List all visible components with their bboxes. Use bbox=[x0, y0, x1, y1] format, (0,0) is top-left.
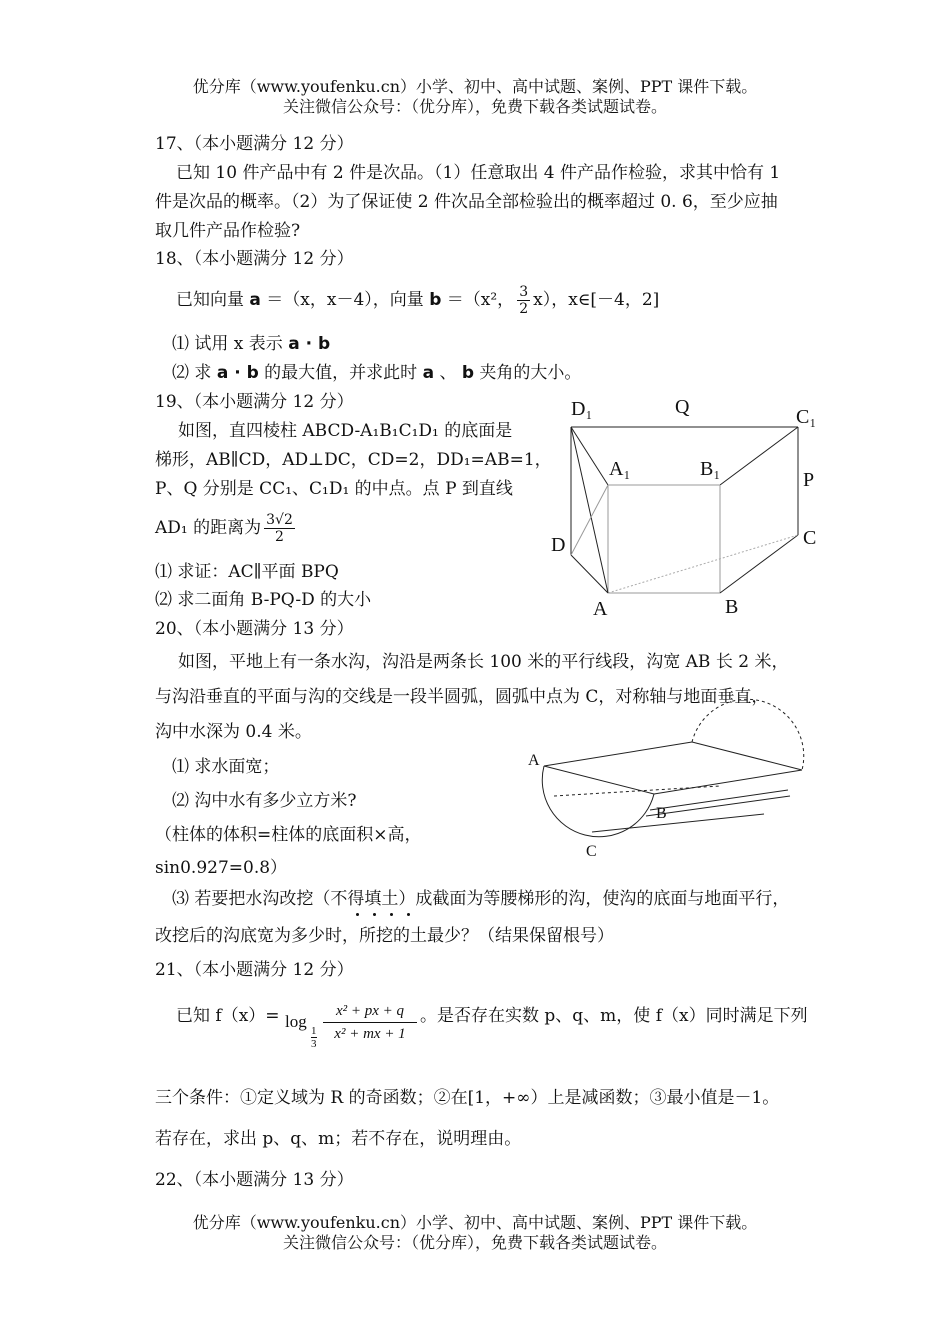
q19-label-b1: B₁ bbox=[700, 458, 721, 480]
q20-p3-a: ⑶ 若要把水沟改挖（ bbox=[172, 889, 331, 909]
q18-p2-expr: a · b bbox=[216, 363, 259, 383]
q19-dist-num: 3√2 bbox=[266, 512, 293, 528]
q17-line-2: 件是次品的概率。（2）为了保证使 2 件次品全部检验出的概率超过 0. 6，至少应抽 bbox=[155, 192, 778, 212]
header-line-2: 关注微信公众号：（优分库），免费下载各类试题试卷。 bbox=[282, 97, 667, 116]
q22-title: 22、（本小题满分 13 分） bbox=[155, 1170, 354, 1190]
q17-line-3: 取几件产品作检验? bbox=[155, 221, 301, 241]
q20-part-3-line-2: 改挖后的沟底宽为多少时，所挖的土最少？（结果保留根号） bbox=[155, 926, 614, 946]
vector-a: a bbox=[249, 290, 261, 310]
q21-base-den: 3 bbox=[311, 1038, 317, 1050]
bottom-line bbox=[592, 814, 764, 832]
q18-p2-vb: b bbox=[461, 363, 475, 383]
vector-b: b bbox=[429, 290, 442, 310]
emphasis-dot bbox=[373, 913, 376, 916]
q19-label-a: A bbox=[593, 598, 608, 620]
q18-stem-a: 已知向量 bbox=[176, 290, 250, 310]
far-semicircle bbox=[692, 699, 804, 770]
q19-label-b: B bbox=[725, 596, 739, 618]
edge-far-left bbox=[544, 742, 692, 766]
q18-p2-d: 夹角的大小。 bbox=[474, 363, 582, 383]
footer-line-1: 优分库（www.youfenku.cn）小学、初中、高中试题、案例、PPT 课件下载。 bbox=[192, 1213, 758, 1232]
q19-prism-figure bbox=[540, 395, 840, 625]
q21-base-num: 1 bbox=[311, 1025, 317, 1037]
q18-part-2 bbox=[172, 363, 581, 383]
edge-da bbox=[571, 555, 608, 593]
q19-line-3: P、Q 分别是 CC₁、C₁D₁ 的中点。点 P 到直线 bbox=[155, 479, 513, 499]
q20-label-a: A bbox=[528, 752, 540, 769]
q18-frac-num: 3 bbox=[519, 284, 529, 300]
q19-line-4 bbox=[155, 508, 298, 548]
q19-line-2: 梯形，AB∥CD，AD⊥DC，CD=2，DD₁=AB=1， bbox=[155, 450, 552, 470]
q20-note-2: sin0.927=0.8） bbox=[155, 858, 288, 878]
q19-part-2: ⑵ 求二面角 B-PQ-D 的大小 bbox=[155, 590, 372, 610]
header-line-1: 优分库（www.youfenku.cn）小学、初中、高中试题、案例、PPT 课件下载。 bbox=[192, 77, 758, 96]
q19-distance-fraction bbox=[264, 512, 295, 545]
q21-log: log bbox=[285, 1012, 307, 1031]
q20-label-c: C bbox=[586, 843, 597, 860]
q21-stem-a: 已知 f（x）= bbox=[176, 1006, 280, 1026]
q19-dist-den: 2 bbox=[275, 529, 284, 545]
emphasis-dot bbox=[407, 913, 410, 916]
edge-near-top bbox=[654, 770, 802, 794]
q21-stem-b: 。是否存在实数 p、q、m，使 f（x）同时满足下列 bbox=[420, 1006, 808, 1026]
q18-p1-expr: a · b bbox=[288, 334, 331, 354]
q17-title: 17、（本小题满分 12 分） bbox=[155, 134, 354, 154]
water-line-near-2 bbox=[650, 790, 788, 810]
q19-line-1: 如图，直四棱柱 ABCD-A₁B₁C₁D₁ 的底面是 bbox=[178, 421, 513, 441]
q18-stem bbox=[176, 282, 659, 318]
q17-line-1: 已知 10 件产品中有 2 件是次品。（1）任意取出 4 件产品作检验，求其中恰有 1 bbox=[176, 163, 781, 183]
q20-p3-emphasis: 不得填土 bbox=[330, 889, 399, 909]
q18-frac-den: 2 bbox=[519, 301, 529, 317]
q20-part-1: ⑴ 求水面宽； bbox=[172, 757, 280, 777]
q18-p2-c: 、 bbox=[434, 363, 462, 383]
edge-c1b1 bbox=[720, 427, 798, 485]
q18-title: 18、（本小题满分 12 分） bbox=[155, 249, 354, 269]
water-line-near bbox=[646, 796, 790, 816]
q19-label-c1: C₁ bbox=[796, 406, 817, 428]
q18-stem-b: ＝（x，x－4），向量 bbox=[260, 290, 430, 310]
emphasis-dot bbox=[390, 913, 393, 916]
q21-line-2: 三个条件：①定义域为 R 的奇函数；②在[1，+∞）上是减函数；③最小值是－1。 bbox=[155, 1088, 780, 1108]
q20-label-b: B bbox=[656, 805, 667, 822]
q21-title: 21、（本小题满分 12 分） bbox=[155, 960, 354, 980]
diagonal-ac bbox=[608, 535, 798, 593]
q18-p2-va: a bbox=[422, 363, 435, 383]
q19-part-1: ⑴ 求证：AC∥平面 BPQ bbox=[155, 562, 339, 582]
q18-stem-c: ＝（x²， bbox=[441, 290, 515, 310]
edge-ab-rim bbox=[544, 766, 654, 794]
q19-label-d: D bbox=[551, 534, 566, 556]
edge-d1a1 bbox=[571, 427, 608, 485]
q20-ditch-figure bbox=[530, 730, 870, 860]
q21-frac-den: x² + mx + 1 bbox=[334, 1026, 406, 1042]
q21-frac-num: x² + px + q bbox=[323, 1000, 417, 1023]
edge-far-top bbox=[692, 742, 802, 770]
q20-note-1: （柱体的体积=柱体的底面积×高， bbox=[155, 825, 422, 845]
footer-line-2: 关注微信公众号：（优分库），免费下载各类试题试卷。 bbox=[282, 1233, 667, 1252]
q18-p2-b: 的最大值，并求此时 bbox=[258, 363, 423, 383]
edge-cb bbox=[720, 535, 798, 593]
emphasis-dot bbox=[356, 913, 359, 916]
q18-p1-text: ⑴ 试用 x 表示 bbox=[172, 334, 289, 354]
q18-stem-d: x），x∈[－4，2] bbox=[533, 290, 660, 310]
diagonal-a1d bbox=[571, 485, 608, 555]
q18-fraction bbox=[517, 284, 530, 317]
q21-line-3: 若存在，求出 p、q、m；若不存在，说明理由。 bbox=[155, 1129, 522, 1149]
q19-label-p: P bbox=[803, 469, 815, 491]
diagonal-d1a bbox=[571, 427, 608, 593]
q20-line-1: 如图，平地上有一条水沟，沟沿是两条长 100 米的平行线段，沟宽 AB 长 2 米， bbox=[178, 652, 789, 672]
q20-part-3 bbox=[172, 889, 789, 909]
q19-label-a1: A₁ bbox=[609, 458, 631, 480]
q20-p3-b: ）成截面为等腰梯形的沟，使沟的底面与地面平行， bbox=[398, 889, 790, 909]
q19-label-c: C bbox=[803, 527, 817, 549]
q21-log-base bbox=[311, 1025, 317, 1050]
q20-line-3: 沟中水深为 0.4 米。 bbox=[155, 722, 312, 742]
q19-title: 19、（本小题满分 12 分） bbox=[155, 392, 354, 412]
q18-part-1 bbox=[172, 334, 330, 354]
q18-p2-a: ⑵ 求 bbox=[172, 363, 217, 383]
q19-l4-text: AD₁ 的距离为 bbox=[155, 518, 262, 538]
near-semicircle bbox=[542, 766, 654, 837]
q19-label-d1: D₁ bbox=[571, 398, 593, 420]
q21-fraction bbox=[323, 1000, 417, 1045]
q20-part-2: ⑵ 沟中水有多少立方米? bbox=[172, 791, 357, 811]
q20-line-2: 与沟沿垂直的平面与沟的交线是一段半圆弧，圆弧中点为 C，对称轴与地面垂直， bbox=[155, 687, 769, 707]
q19-label-q: Q bbox=[675, 396, 690, 418]
q20-title: 20、（本小题满分 13 分） bbox=[155, 619, 354, 639]
